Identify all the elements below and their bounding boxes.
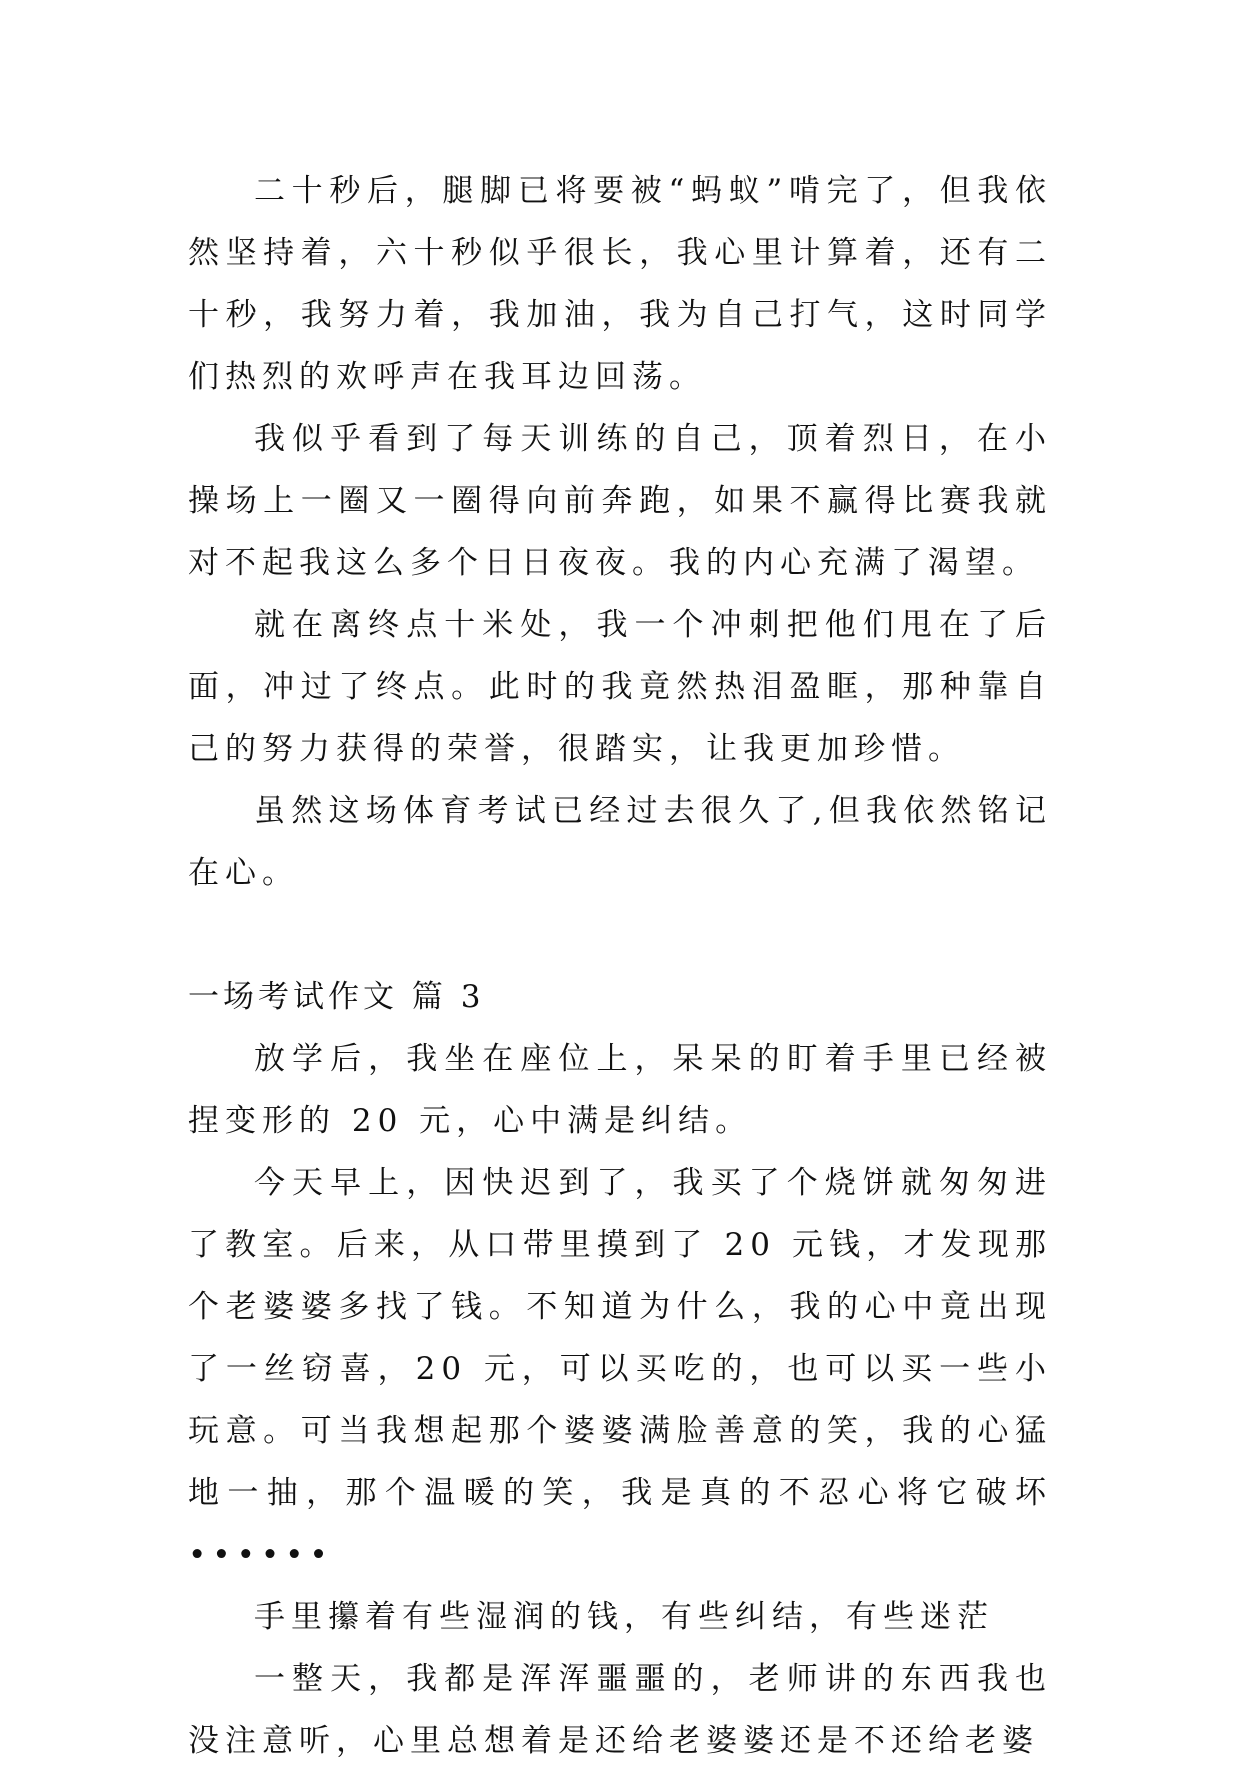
section-title: 一场考试作文 篇 3 — [188, 979, 485, 1015]
paragraph-1: 二十秒后，腿脚已将要被“蚂蚁”啃完了，但我依然坚持着，六十秒似乎很长，我心里计算着，还有二十秒，我努力着，我加油，我为自己打气，这时同学们热烈的欢呼声在我耳边回荡。 — [188, 173, 1052, 395]
paragraph-2: 我似乎看到了每天训练的自己，顶着烈日，在小操场上一圈又一圈得向前奔跑，如果不赢得比赛我就对不起我这么多个日日夜夜。我的内心充满了渴望。 — [188, 421, 1052, 581]
paragraph-3: 就在离终点十米处，我一个冲刺把他们甩在了后面，冲过了终点。此时的我竟然热泪盈眶，那种靠自己的努力获得的荣誉，很踏实，让我更加珍惜。 — [188, 607, 1052, 767]
paragraph-7: 手里攥着有些湿润的钱，有些纠结，有些迷茫 — [254, 1599, 994, 1635]
paragraph-6: 今天早上，因快迟到了，我买了个烧饼就匆匆进了教室。后来，从口带里摸到了 20 元钱，才发现那个老婆婆多找了钱。不知道为什么，我的心中竟出现了一丝窃喜，20 元，可以买吃的，也可以买一些小玩意。可当我想起那个婆婆满脸善意的笑，我的心猛地一抽，那个温暖的笑，我是真的不忍心将它破坏•••••• — [188, 1165, 1052, 1573]
paragraph-5: 放学后，我坐在座位上，呆呆的盯着手里已经被捏变形的 20 元，心中满是纠结。 — [188, 1041, 1052, 1139]
document-page — [188, 160, 1052, 1772]
paragraph-4: 虽然这场体育考试已经过去很久了,但我依然铭记在心。 — [188, 793, 1052, 891]
paragraph-8: 一整天，我都是浑浑噩噩的，老师讲的东西我也没注意听，心里总想着是还给老婆婆还是不还给老婆 — [188, 1661, 1052, 1759]
section-spacer — [188, 904, 1052, 966]
